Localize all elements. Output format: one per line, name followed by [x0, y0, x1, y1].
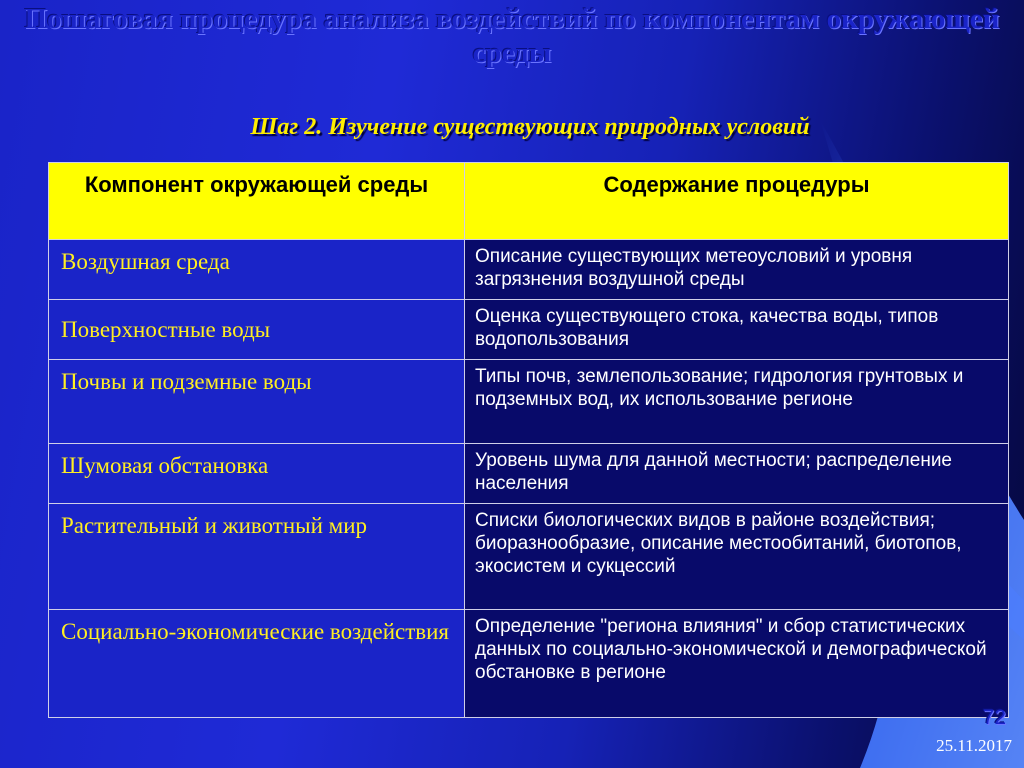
procedure-cell: Списки биологических видов в районе воздействия; биоразнообразие, описание местообитаний, биотопов, экосистем и сукцессий [465, 504, 1009, 610]
component-cell: Почвы и подземные воды [49, 360, 465, 444]
component-cell: Растительный и животный мир [49, 504, 465, 610]
procedure-cell: Типы почв, землепользование; гидрология грунтовых и подземных вод, их использование регионе [465, 360, 1009, 444]
page-number: 72 [982, 706, 1006, 729]
table-row [49, 610, 1009, 718]
table-row [49, 444, 1009, 504]
slide-subtitle: Шаг 2. Изучение существующих природных условий [250, 114, 810, 140]
procedure-table [48, 162, 1009, 718]
table-row [49, 360, 1009, 444]
slide-date: 25.11.2017 [936, 736, 1012, 755]
component-cell: Шумовая обстановка [49, 444, 465, 504]
header-component: Компонент окружающей среды [49, 163, 465, 240]
procedure-cell: Уровень шума для данной местности; распределение населения [465, 444, 1009, 504]
procedure-cell: Описание существующих метеоусловий и уровня загрязнения воздушной среды [465, 240, 1009, 300]
table-header-row [49, 163, 1009, 240]
component-cell: Социально-экономические воздействия [49, 610, 465, 718]
component-cell: Поверхностные воды [49, 300, 465, 360]
procedure-cell: Определение "региона влияния" и сбор статистических данных по социально-экономической и демографической обстановке в регионе [465, 610, 1009, 718]
component-cell: Воздушная среда [49, 240, 465, 300]
slide-title: Пошаговая процедура анализа воздействий по компонентам окружающей среды [24, 3, 1000, 69]
table-row [49, 504, 1009, 610]
table-row [49, 240, 1009, 300]
header-procedure: Содержание процедуры [465, 163, 1009, 240]
table-row [49, 300, 1009, 360]
procedure-cell: Оценка существующего стока, качества воды, типов водопользования [465, 300, 1009, 360]
